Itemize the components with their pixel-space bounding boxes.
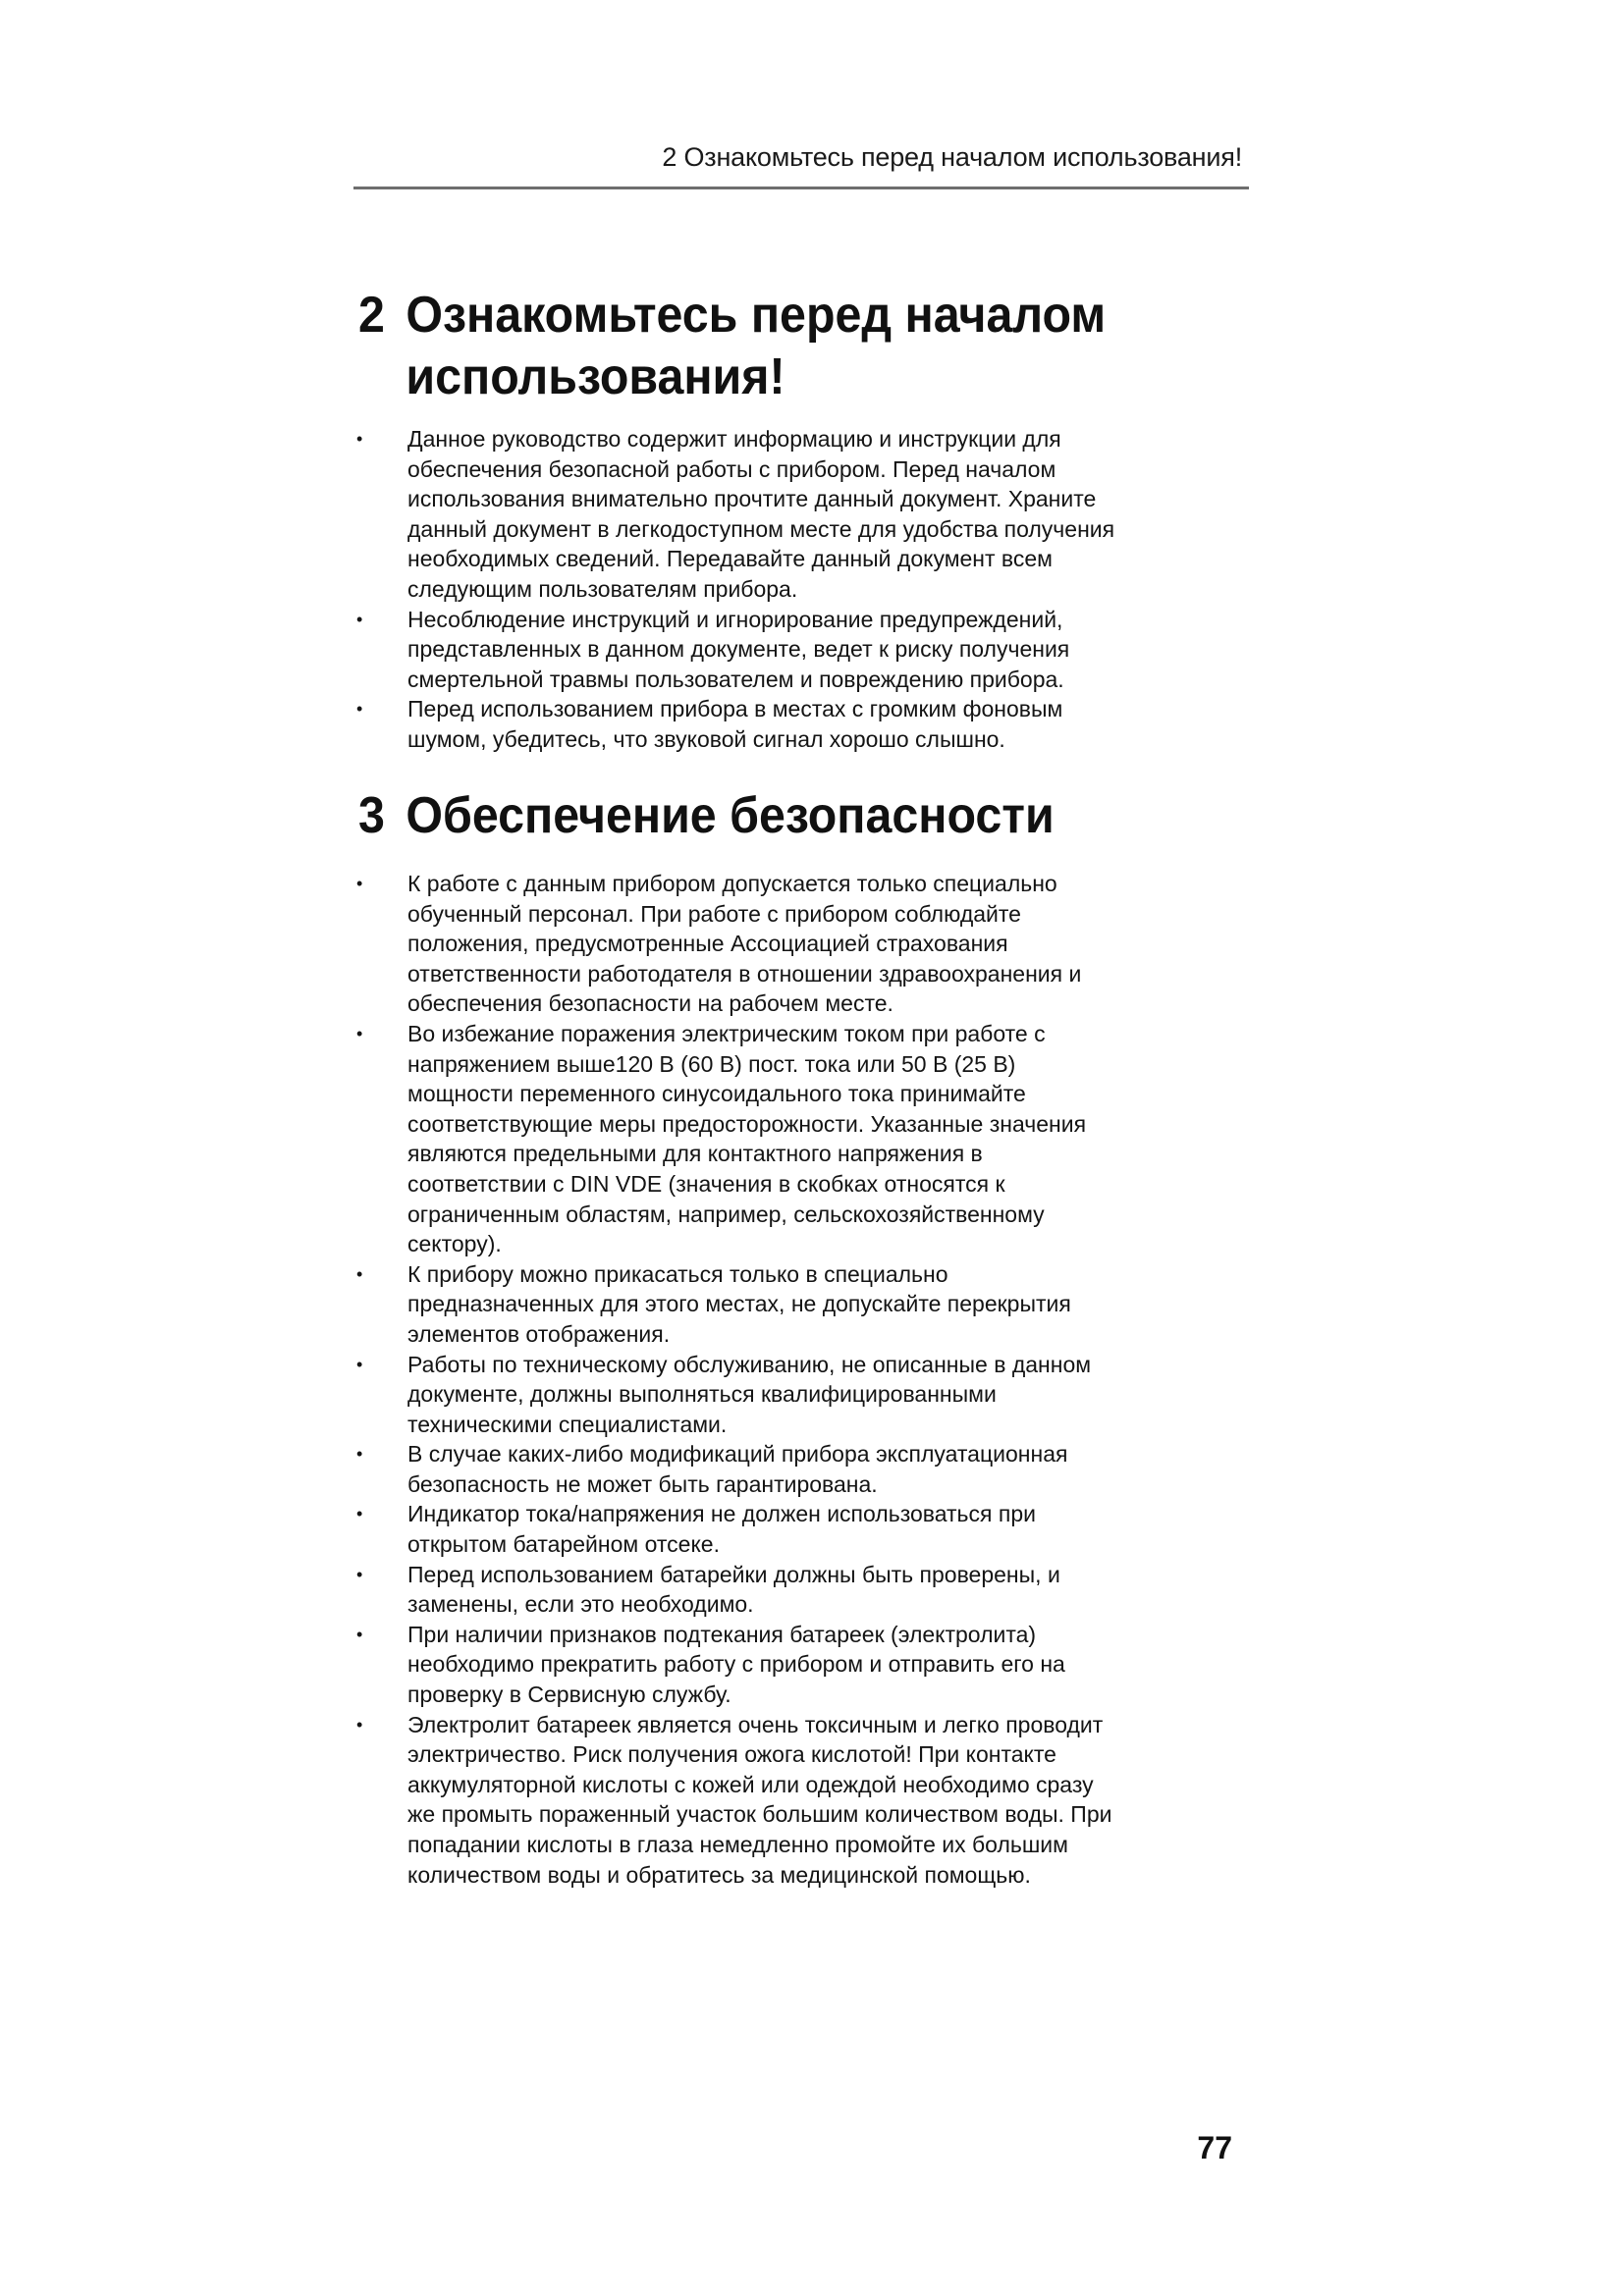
section-2-title-line2: использования! [406, 348, 785, 405]
bullet-item: • Перед использованием батарейки должны быть проверены, и заменены, если это необходимо. [358, 1560, 1249, 1620]
section-3-number: 3 [358, 787, 385, 844]
bullet-item: • Данное руководство содержит информацию и инструкции для обеспечения безопасной работы с прибором. Перед началом использования внимательно прочтите данный документ. Храните данный документ в легкодоступном месте для удобства получения необходимых сведений. Передавайте данный документ всем следующим пользователям прибора. [358, 424, 1249, 605]
bullet-item: • К прибору можно прикасаться только в специально предназначенных для этого местах, не допускайте перекрытия элементов отображения. [358, 1259, 1249, 1350]
bullet-item: • В случае каких-либо модификаций прибора эксплуатационная безопасность не может быть гарантирована. [358, 1439, 1249, 1499]
bullet-item: • Во избежание поражения электрическим током при работе с напряжением выше120 В (60 В) пост. тока или 50 В (25 В) мощности переменного синусоидального тока принимайте соответствующие меры предосторожности. Указанные значения являются предельными для контактного напряжения в соответствии с DIN VDE (значения в скобках относятся к ограниченным областям, например, сельскохозяйственному сектору). [358, 1019, 1249, 1259]
section-3-title: Обеспечение безопасности [406, 787, 1055, 844]
section-3-heading [358, 785, 1055, 847]
header-rule [353, 187, 1249, 189]
section-3-bullet-list [358, 869, 1249, 1890]
bullet-item: • Индикатор тока/напряжения не должен использоваться при открытом батарейном отсеке. [358, 1499, 1249, 1559]
running-header: 2 Ознакомьтесь перед началом использования! [662, 142, 1242, 172]
bullet-item: • К работе с данным прибором допускается только специально обученный персонал. При работе с прибором соблюдайте положения, предусмотренные Ассоциацией страхования ответственности работодателя в отношении здравоохранения и обеспечения безопасности на рабочем месте. [358, 869, 1249, 1019]
section-2-bullet-list [358, 424, 1249, 755]
page-number: 77 [1197, 2130, 1232, 2165]
section-2-heading [358, 285, 1106, 408]
bullet-item: • Перед использованием прибора в местах с громким фоновым шумом, убедитесь, что звуковой сигнал хорошо слышно. [358, 694, 1249, 754]
bullet-item: • Работы по техническому обслуживанию, не описанные в данном документе, должны выполняться квалифицированными техническими специалистами. [358, 1350, 1249, 1440]
section-2-number: 2 [358, 287, 385, 344]
bullet-item: • Электролит батареек является очень токсичным и легко проводит электричество. Риск получения ожога кислотой! При контакте аккумуляторной кислоты с кожей или одеждой необходимо сразу же промыть пораженный участок большим количеством воды. При попадании кислоты в глаза немедленно промойте их большим количеством воды и обратитесь за медицинской помощью. [358, 1710, 1249, 1891]
bullet-item: • Несоблюдение инструкций и игнорирование предупреждений, представленных в данном документе, ведет к риску получения смертельной травмы пользователем и повреждению прибора. [358, 605, 1249, 695]
section-2-title-line1: Ознакомьтесь перед началом [406, 287, 1107, 344]
bullet-item: • При наличии признаков подтекания батареек (электролита) необходимо прекратить работу с прибором и отправить его на проверку в Сервисную службу. [358, 1620, 1249, 1710]
